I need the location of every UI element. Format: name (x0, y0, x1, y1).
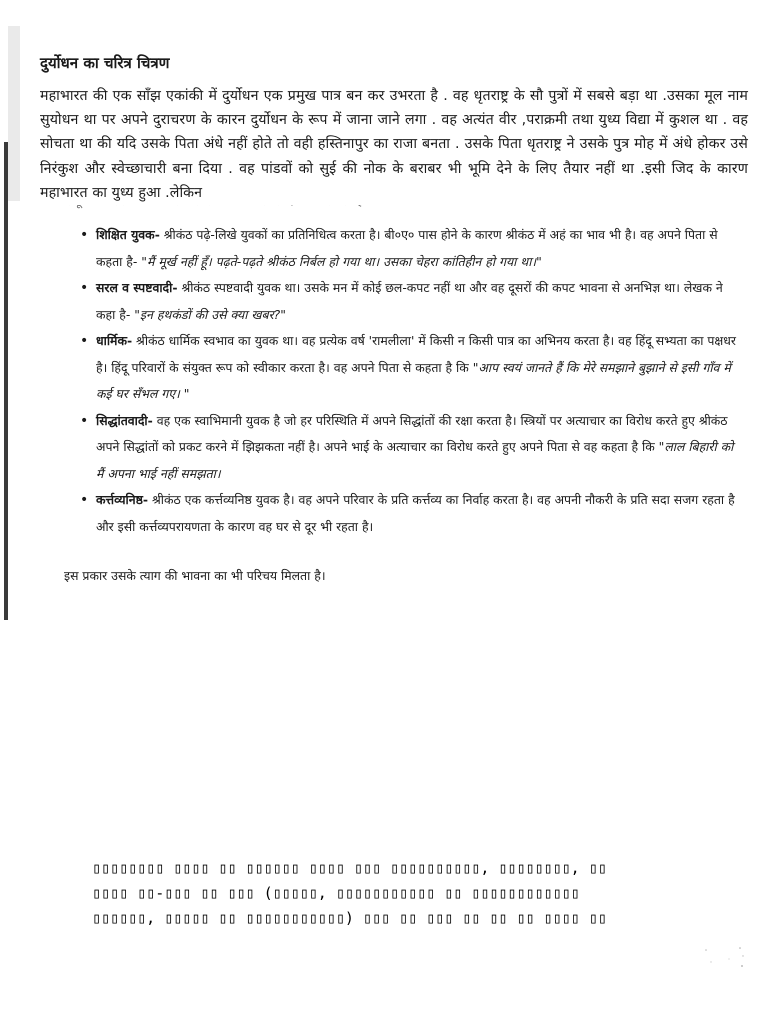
trait-term: कर्त्तव्यनिष्ठ- (96, 492, 149, 507)
character-sketch-section (40, 52, 748, 205)
bullet-icon: • (80, 227, 89, 243)
trait-text: श्रीकंठ धार्मिक स्वभाव का युवक था। वह प्रत्येक वर्ष 'रामलीला' में किसी न किसी पात्र का अभिनय करता है। वह हिंदू सभ्यता का पक्षधर है। हिंदू परिवारों के संयुक्त रूप को स्वीकार करता है। वह अपने पिता से कहता है कि (96, 333, 736, 375)
trait-text: वह एक स्वाभिमानी युवक है जो हर परिस्थिति में अपने सिद्धांतों की रक्षा करता है। स्त्रियों पर अत्याचार का विरोध करते हुए श्रीकंठ अपने सिद्धांतों को प्रकट करने में झिझकता नहीं है। अपने भाई के अत्याचार का विरोध करते हुए अपने पिता से वह कहता है कि (96, 412, 728, 454)
unrendered-text-block: ▯▯▯▯▯▯▯▯ ▯▯▯▯ ▯▯ ▯▯▯▯▯▯ ▯▯▯▯ ▯▯▯ ▯▯▯▯▯▯▯▯▯▯, ▯▯▯▯▯▯▯▯, ▯▯ ▯▯▯▯ ▯▯-▯▯▯ ▯▯ ▯▯▯ (▯▯▯▯▯, ▯▯▯▯▯▯▯▯▯▯▯ ▯▯ ▯▯▯▯▯▯▯▯▯▯▯▯ ▯▯▯▯▯▯, ▯▯▯▯▯ ▯▯ ▯▯▯▯▯▯▯▯▯▯▯) ▯▯▯ ▯▯ ▯▯▯ ▯▯ ▯▯ ▯▯ ▯▯▯▯ ▯▯ (92, 859, 607, 927)
trait-item (78, 222, 738, 275)
trait-text: श्रीकंठ स्पष्टवादी युवक था। उसके मन में कोई छल-कपट नहीं था और वह दूसरों की कपट भावना से अनभिज्ञ था। लेखक ने कहा है- (96, 280, 723, 322)
trait-item (78, 275, 738, 328)
intro-paragraph: महाभारत की एक साँझ एकांकी में दुर्योधन एक प्रमुख पात्र बन कर उभरता है . वह धृतराष्ट्र के सौ पुत्रों में सबसे बड़ा था .उसका मूल नाम सुयोधन था पर अपने दुराचरण के कारन दुर्योधन के रूप में जाना जाने लगा . वह अत्यंत वीर ,पराक्रमी तथा युध्य विद्या में कुशल था . वह सोचता था की यदि उसके पिता अंधे नहीं होते तो वही हस्तिनापुर का राजा बनता . उसके पिता धृतराष्ट्र ने उसके पुत्र मोह में अंधे होकर उसे निरंकुश और स्वेच्छाचारी बना दिया . वह पांडवों को सुई की नोक के बराबर भी भूमि देने के लिए तैयार नहीं था .इसी जिद के कारण महाभारत का युध्य हुआ .लेकिन (40, 88, 748, 201)
traits-list (78, 222, 738, 540)
closing-line: इस प्रकार उसके त्याग की भावना का भी परिचय मिलता है। (64, 568, 326, 583)
trait-term: धार्मिक- (96, 333, 133, 348)
bullet-icon: • (80, 280, 89, 296)
trait-term: सरल व स्पष्टवादी- (96, 280, 178, 295)
trait-term: सिद्धांतवादी- (96, 412, 153, 428)
trait-quote: "आप स्वयं जानते हैं कि मेरे समझाने बुझाने से इसी गाँव में कई घर सँभल गए। " (96, 359, 731, 401)
trait-quote: "मैं मूर्ख नहीं हूँ। पढ़ते-पढ़ते श्रीकंठ निर्बल हो गया था। उसका चेहरा कांतिहीन हो गया था।" (141, 253, 542, 269)
trait-item (78, 328, 738, 408)
trait-quote: "इन हथकंडों की उसे क्या खबर?" (134, 306, 286, 322)
left-margin-bar (4, 142, 8, 620)
trait-item (78, 487, 738, 540)
trait-quote: "लाल बिहारी को मैं अपना भाई नहीं समझता। (96, 439, 734, 481)
trait-text: श्रीकंठ एक कर्त्तव्यनिष्ठ युवक है। वह अपने परिवार के प्रति कर्त्तव्य का निर्वाह करता है। वह अपनी नौकरी के प्रति सदा सजग रहता है और इसी कर्त्तव्यपरायणता के कारण वह घर से दूर भी रहता है। (96, 492, 735, 534)
trait-item (78, 408, 738, 488)
trait-text: श्रीकंठ पढ़े-लिखे युवकों का प्रतिनिधित्व करता है। बी०ए० पास होने के कारण श्रीकंठ में अहं का भाव भी है। वह अपने पिता से कहता है- (96, 227, 718, 269)
section-heading: दुर्योधन का चरित्र चित्रण (40, 54, 170, 72)
grey-side-panel (8, 26, 20, 201)
trait-term: शिक्षित युवक- (96, 227, 160, 242)
bullet-icon: • (80, 492, 89, 508)
bullet-icon: • (80, 412, 89, 429)
bullet-icon: • (80, 333, 89, 349)
scan-noise-specks (702, 944, 748, 972)
